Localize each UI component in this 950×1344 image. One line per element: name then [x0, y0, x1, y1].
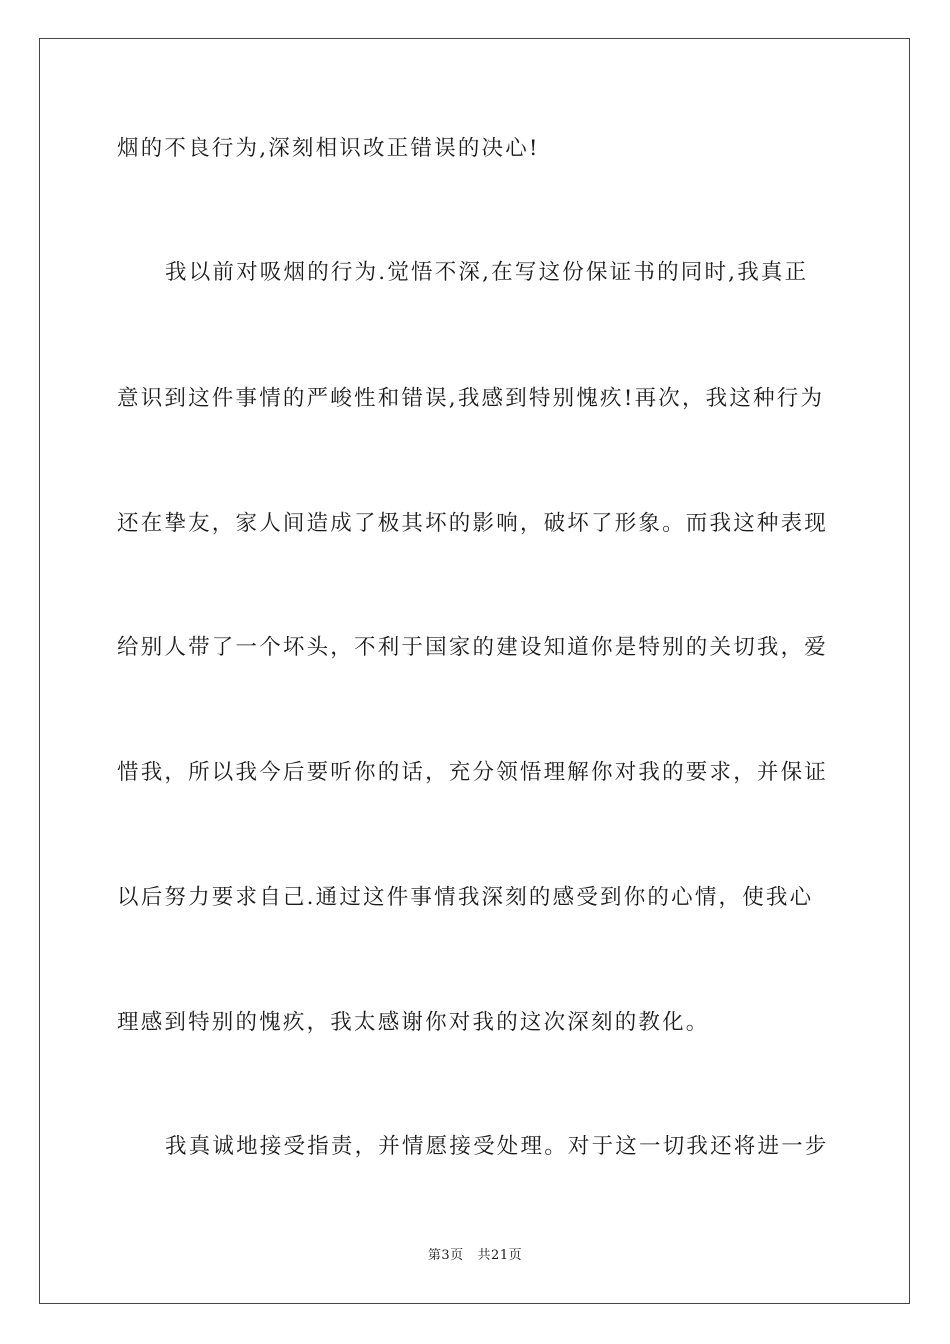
page-number-footer: 第3页 共21页 [427, 1248, 523, 1263]
page-border [39, 38, 910, 1304]
text-line: 理感到特别的愧疚，我太感谢你对我的这次深刻的教化。 [117, 1010, 710, 1035]
text-line: 以后努力要求自己.通过这件事情我深刻的感受到你的心情，使我心 [117, 885, 814, 910]
text-line: 给别人带了一个坏头，不利于国家的建设知道你是特别的关切我，爱 [117, 635, 829, 660]
text-line: 意识到这件事情的严峻性和错误,我感到特别愧疚!再次，我这种行为 [117, 386, 825, 411]
text-line: 还在挚友，家人间造成了极其坏的影响，破坏了形象。而我这种表现 [117, 511, 829, 536]
text-line: 惜我，所以我今后要听你的话，充分领悟理解你对我的要求，并保证 [117, 760, 829, 785]
text-line-paragraph-start: 我以前对吸烟的行为.觉悟不深,在写这份保证书的同时,我真正 [165, 260, 809, 285]
text-line-paragraph-start: 我真诚地接受指责，并情愿接受处理。对于这一切我还将进一步 [165, 1134, 829, 1159]
text-line: 烟的不良行为,深刻相识改正错误的决心! [117, 136, 540, 161]
